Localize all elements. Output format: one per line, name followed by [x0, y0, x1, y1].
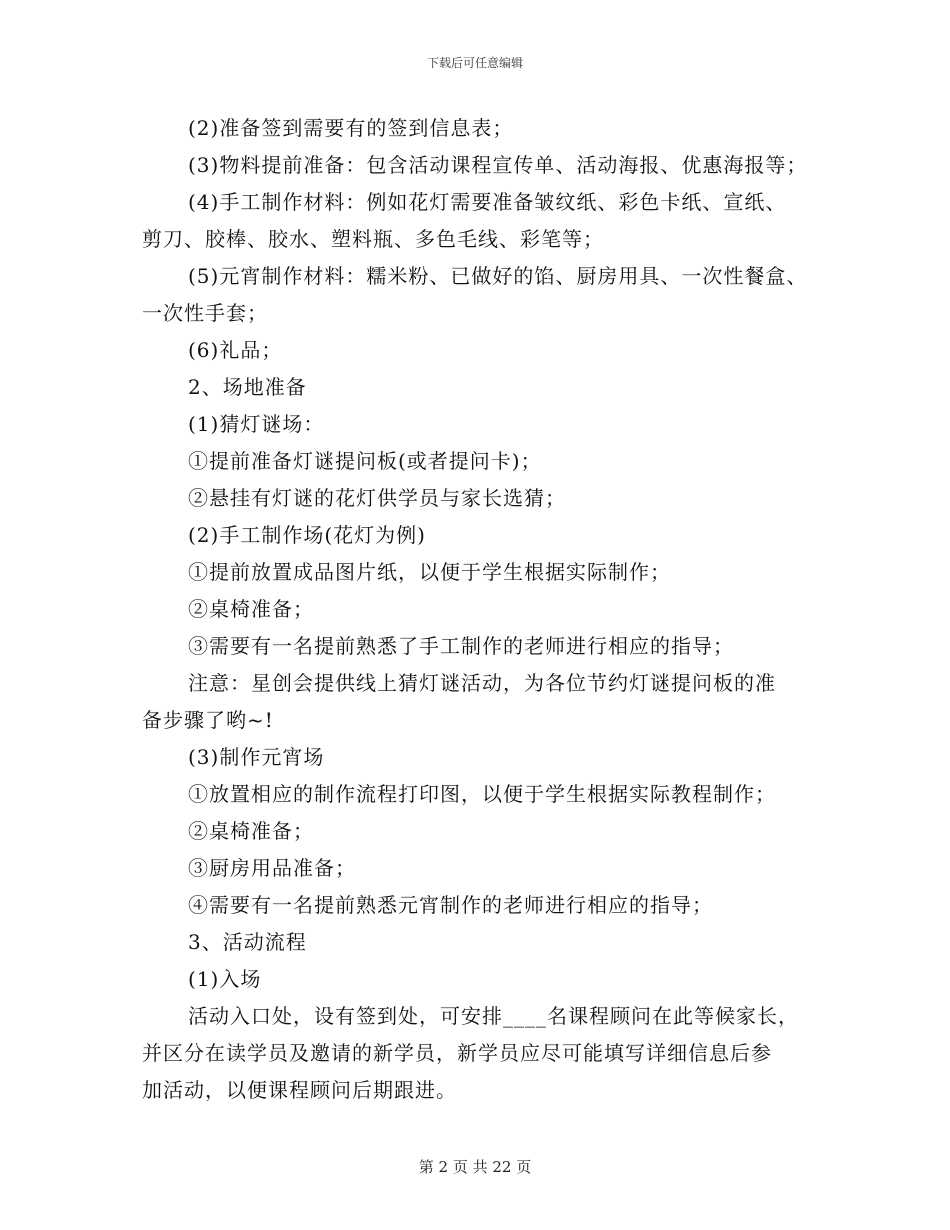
text-line: (3)物料提前准备：包含活动课程宣传单、活动海报、优惠海报等；: [188, 153, 808, 177]
text-line: 并区分在读学员及邀请的新学员，新学员应尽可能填写详细信息后参: [142, 1041, 772, 1065]
subsection-heading: (3)制作元宵场: [188, 745, 325, 769]
subsection-heading: (2)手工制作场(花灯为例): [188, 523, 426, 547]
text-line: 一次性手套；: [142, 301, 268, 325]
note-line: 备步骤了哟~!: [142, 708, 274, 732]
page-footer: 第 2 页 共 22 页: [418, 1158, 532, 1176]
subsection-heading: (1)猜灯谜场：: [188, 412, 325, 436]
text-line: ③需要有一名提前熟悉了手工制作的老师进行相应的指导；: [188, 634, 734, 658]
note-line: 注意：星创会提供线上猜灯谜活动，为各位节约灯谜提问板的准: [188, 671, 776, 695]
document-body: [142, 110, 832, 1109]
text-line: ②桌椅准备；: [188, 597, 314, 621]
text-line: 剪刀、胶棒、胶水、塑料瓶、多色毛线、彩笔等；: [142, 227, 604, 251]
section-heading: 3、活动流程: [188, 930, 307, 954]
text-line: (5)元宵制作材料：糯米粉、已做好的馅、厨房用具、一次性餐盒、: [188, 264, 808, 288]
text-line: ③厨房用品准备；: [188, 856, 356, 880]
text-line: (6)礼品；: [188, 338, 283, 362]
text-line: (2)准备签到需要有的签到信息表；: [188, 116, 514, 140]
text-line: 活动入口处，设有签到处，可安排____名课程顾问在此等候家长，: [188, 1004, 799, 1028]
text-line: ②悬挂有灯谜的花灯供学员与家长选猜；: [188, 486, 566, 510]
section-heading: 2、场地准备: [188, 375, 307, 399]
text-line: ①提前放置成品图片纸，以便于学生根据实际制作；: [188, 560, 671, 584]
text-line: 加活动，以便课程顾问后期跟进。: [142, 1078, 457, 1102]
text-line: ①提前准备灯谜提问板(或者提问卡)；: [188, 449, 542, 473]
text-line: ④需要有一名提前熟悉元宵制作的老师进行相应的指导；: [188, 893, 713, 917]
page-header: 下载后可任意编辑: [426, 56, 523, 70]
text-line: ②桌椅准备；: [188, 819, 314, 843]
subsection-heading: (1)入场: [188, 967, 262, 991]
text-line: (4)手工制作材料：例如花灯需要准备皱纹纸、彩色卡纸、宣纸、: [188, 190, 787, 214]
text-line: ①放置相应的制作流程打印图，以便于学生根据实际教程制作；: [188, 782, 776, 806]
